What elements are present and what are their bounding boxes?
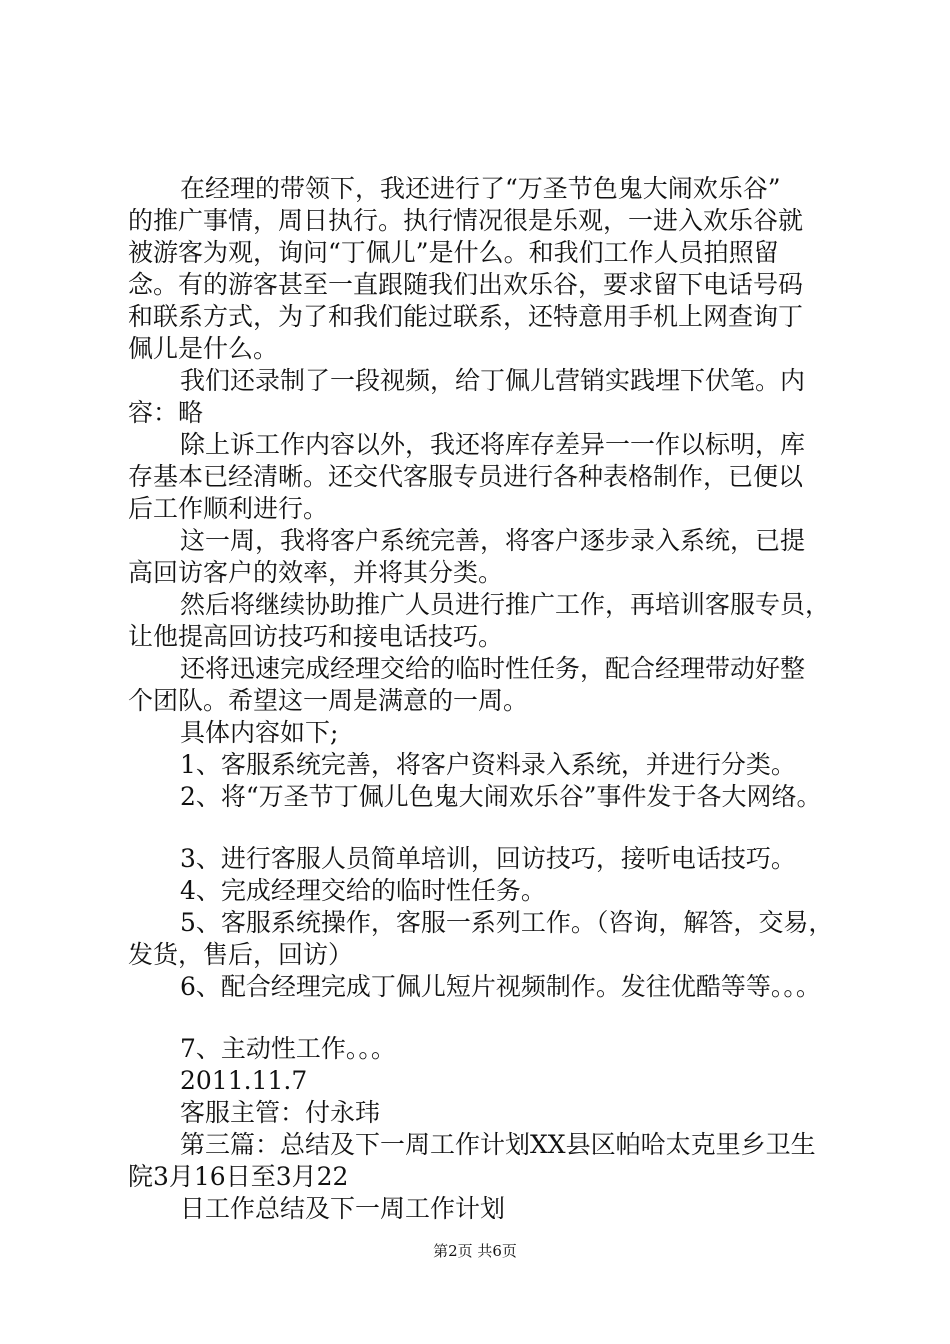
paragraph-line: 这一周，我将客户系统完善，将客户逐步录入系统，已提: [180, 526, 806, 555]
paragraph-line: 具体内容如下;: [180, 718, 339, 747]
paragraph-line: 后工作顺利进行。: [128, 494, 329, 523]
date-line: 2011.11.7: [180, 1066, 308, 1095]
paragraph-line: 容：略: [128, 398, 204, 427]
paragraph-line: 被游客为观，询问“丁佩儿”是什么。和我们工作人员拍照留: [128, 238, 779, 267]
list-item: 7、主动性工作。。。: [180, 1034, 396, 1063]
list-item: 3、进行客服人员简单培训，回访技巧，接听电话技巧。: [180, 844, 796, 873]
blank-line: [128, 813, 850, 843]
paragraph-line: 我们还录制了一段视频，给丁佩儿营销实践埋下伏笔。内: [180, 366, 806, 395]
list-item: 6、配合经理完成丁佩儿短片视频制作。发往优酷等等。。。: [180, 972, 821, 1001]
section-heading: 院3月16日至3月22: [128, 1162, 349, 1191]
signature-line: 客服主管：付永玮: [180, 1098, 381, 1127]
paragraph-line: 佩儿是什么。: [128, 334, 279, 363]
blank-line: [128, 1003, 850, 1033]
paragraph-line: 的推广事情，周日执行。执行情况很是乐观，一进入欢乐谷就: [128, 206, 804, 235]
paragraph-line: 让他提高回访技巧和接电话技巧。: [128, 622, 504, 651]
list-item: 1、客服系统完善，将客户资料录入系统，并进行分类。: [180, 750, 796, 779]
paragraph-line: 然后将继续协助推广人员进行推广工作，再培训客服专员，: [180, 590, 831, 619]
page-number-footer: 第2页 共6页: [433, 1242, 517, 1260]
paragraph-line: 除上诉工作内容以外，我还将库存差异一一作以标明，库: [180, 430, 806, 459]
paragraph-line: 在经理的带领下，我还进行了“万圣节色鬼大闹欢乐谷”: [180, 174, 781, 203]
paragraph-line: 高回访客户的效率，并将其分类。: [128, 558, 504, 587]
paragraph-line: 存基本已经清晰。还交代客服专员进行各种表格制作，已便以: [128, 462, 804, 491]
section-heading: 日工作总结及下一周工作计划: [180, 1194, 506, 1223]
paragraph-line: 还将迅速完成经理交给的临时性任务，配合经理带动好整: [180, 654, 806, 683]
list-item: 5、客服系统操作，客服一系列工作。（咨询，解答，交易，: [180, 908, 834, 937]
paragraph-line: 念。有的游客甚至一直跟随我们出欢乐谷，要求留下电话号码: [128, 270, 804, 299]
paragraph-line: 个团队。希望这一周是满意的一周。: [128, 686, 529, 715]
document-body: [128, 173, 850, 1225]
list-item: 4、完成经理交给的临时性任务。: [180, 876, 546, 905]
section-heading: 第三篇：总结及下一周工作计划XX县区帕哈太克里乡卫生: [180, 1130, 816, 1159]
paragraph-line: 和联系方式，为了和我们能过联系，还特意用手机上网查询丁: [128, 302, 804, 331]
list-item: 发货，售后，回访）: [128, 940, 354, 969]
list-item: 2、将“万圣节丁佩儿色鬼大闹欢乐谷”事件发于各大网络。: [180, 782, 822, 811]
